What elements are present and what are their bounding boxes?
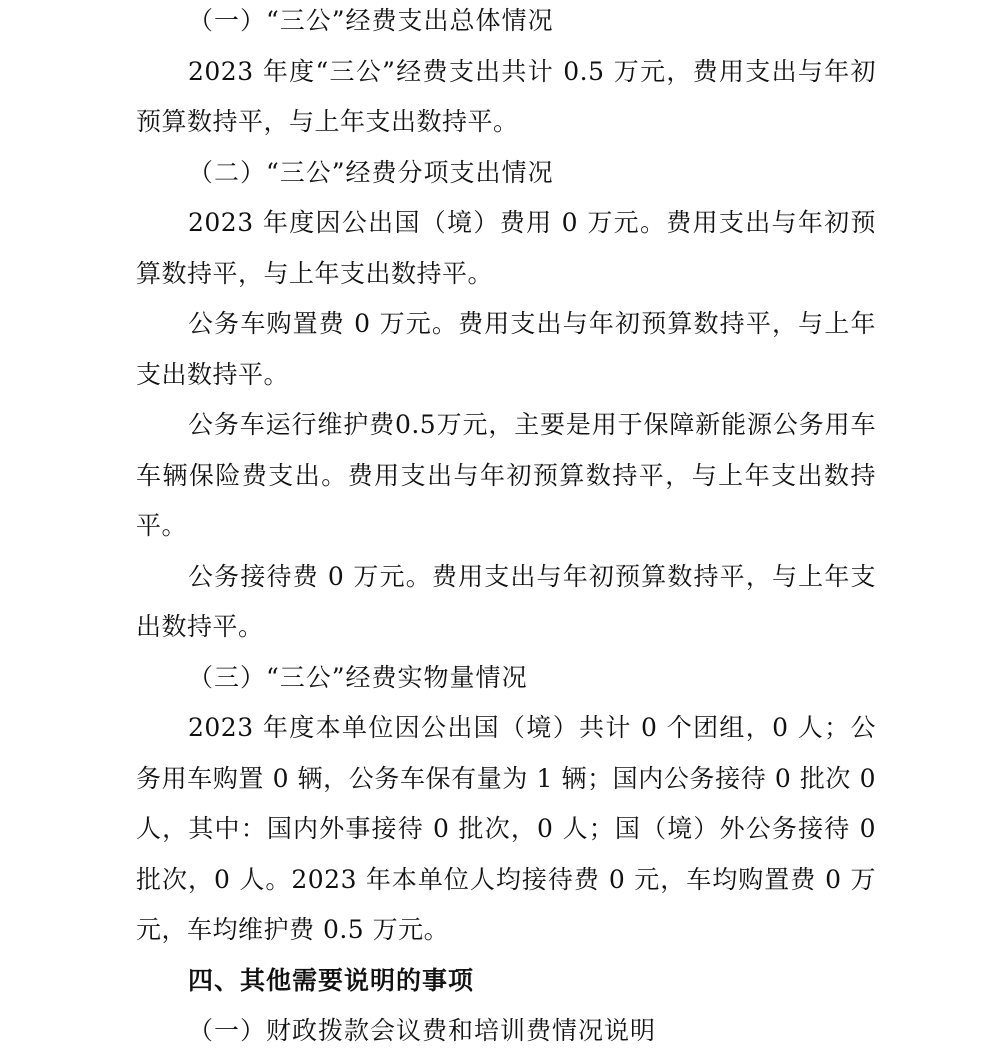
section-subheading-physical-quantity: （三）“三公”经费实物量情况 [188,662,528,692]
paragraph-physical-quantity: 2023 年度本单位因公出国（境）共计 0 个团组，0 人；公务用车购置 0 辆，公务车保有量为 1 辆；国内公务接待 0 批次 0 人，其中：国内外事接待 0 批次，0 人；国（境）外公务接待 0 批次，0 人。2023 年本单位人均接待费 0 元，车均购置费 0 万元，车均维护费 0.5 万元。 [136,713,876,944]
section-subheading-itemized: （二）“三公”经费分项支出情况 [188,157,554,187]
paragraph-overseas-travel: 2023 年度因公出国（境）费用 0 万元。费用支出与年初预算数持平，与上年支出数持平。 [136,208,876,288]
section-heading-other-matters: 四、其他需要说明的事项 [188,965,475,995]
section-subheading-overall: （一）“三公”经费支出总体情况 [188,6,554,35]
document-body [136,0,876,1057]
paragraph-overall-expenditure: 2023 年度“三公”经费支出共计 0.5 万元，费用支出与年初预算数持平，与上年支出数持平。 [136,56,876,136]
paragraph-reception: 公务接待费 0 万元。费用支出与年初预算数持平，与上年支出数持平。 [136,561,876,641]
section-subheading-meeting-training: （一）财政拨款会议费和培训费情况说明 [188,1016,657,1045]
paragraph-vehicle-maintenance: 公务车运行维护费0.5万元，主要是用于保障新能源公务用车车辆保险费支出。费用支出与年初预算数持平，与上年支出数持平。 [136,410,876,540]
paragraph-vehicle-purchase: 公务车购置费 0 万元。费用支出与年初预算数持平，与上年支出数持平。 [136,309,876,389]
